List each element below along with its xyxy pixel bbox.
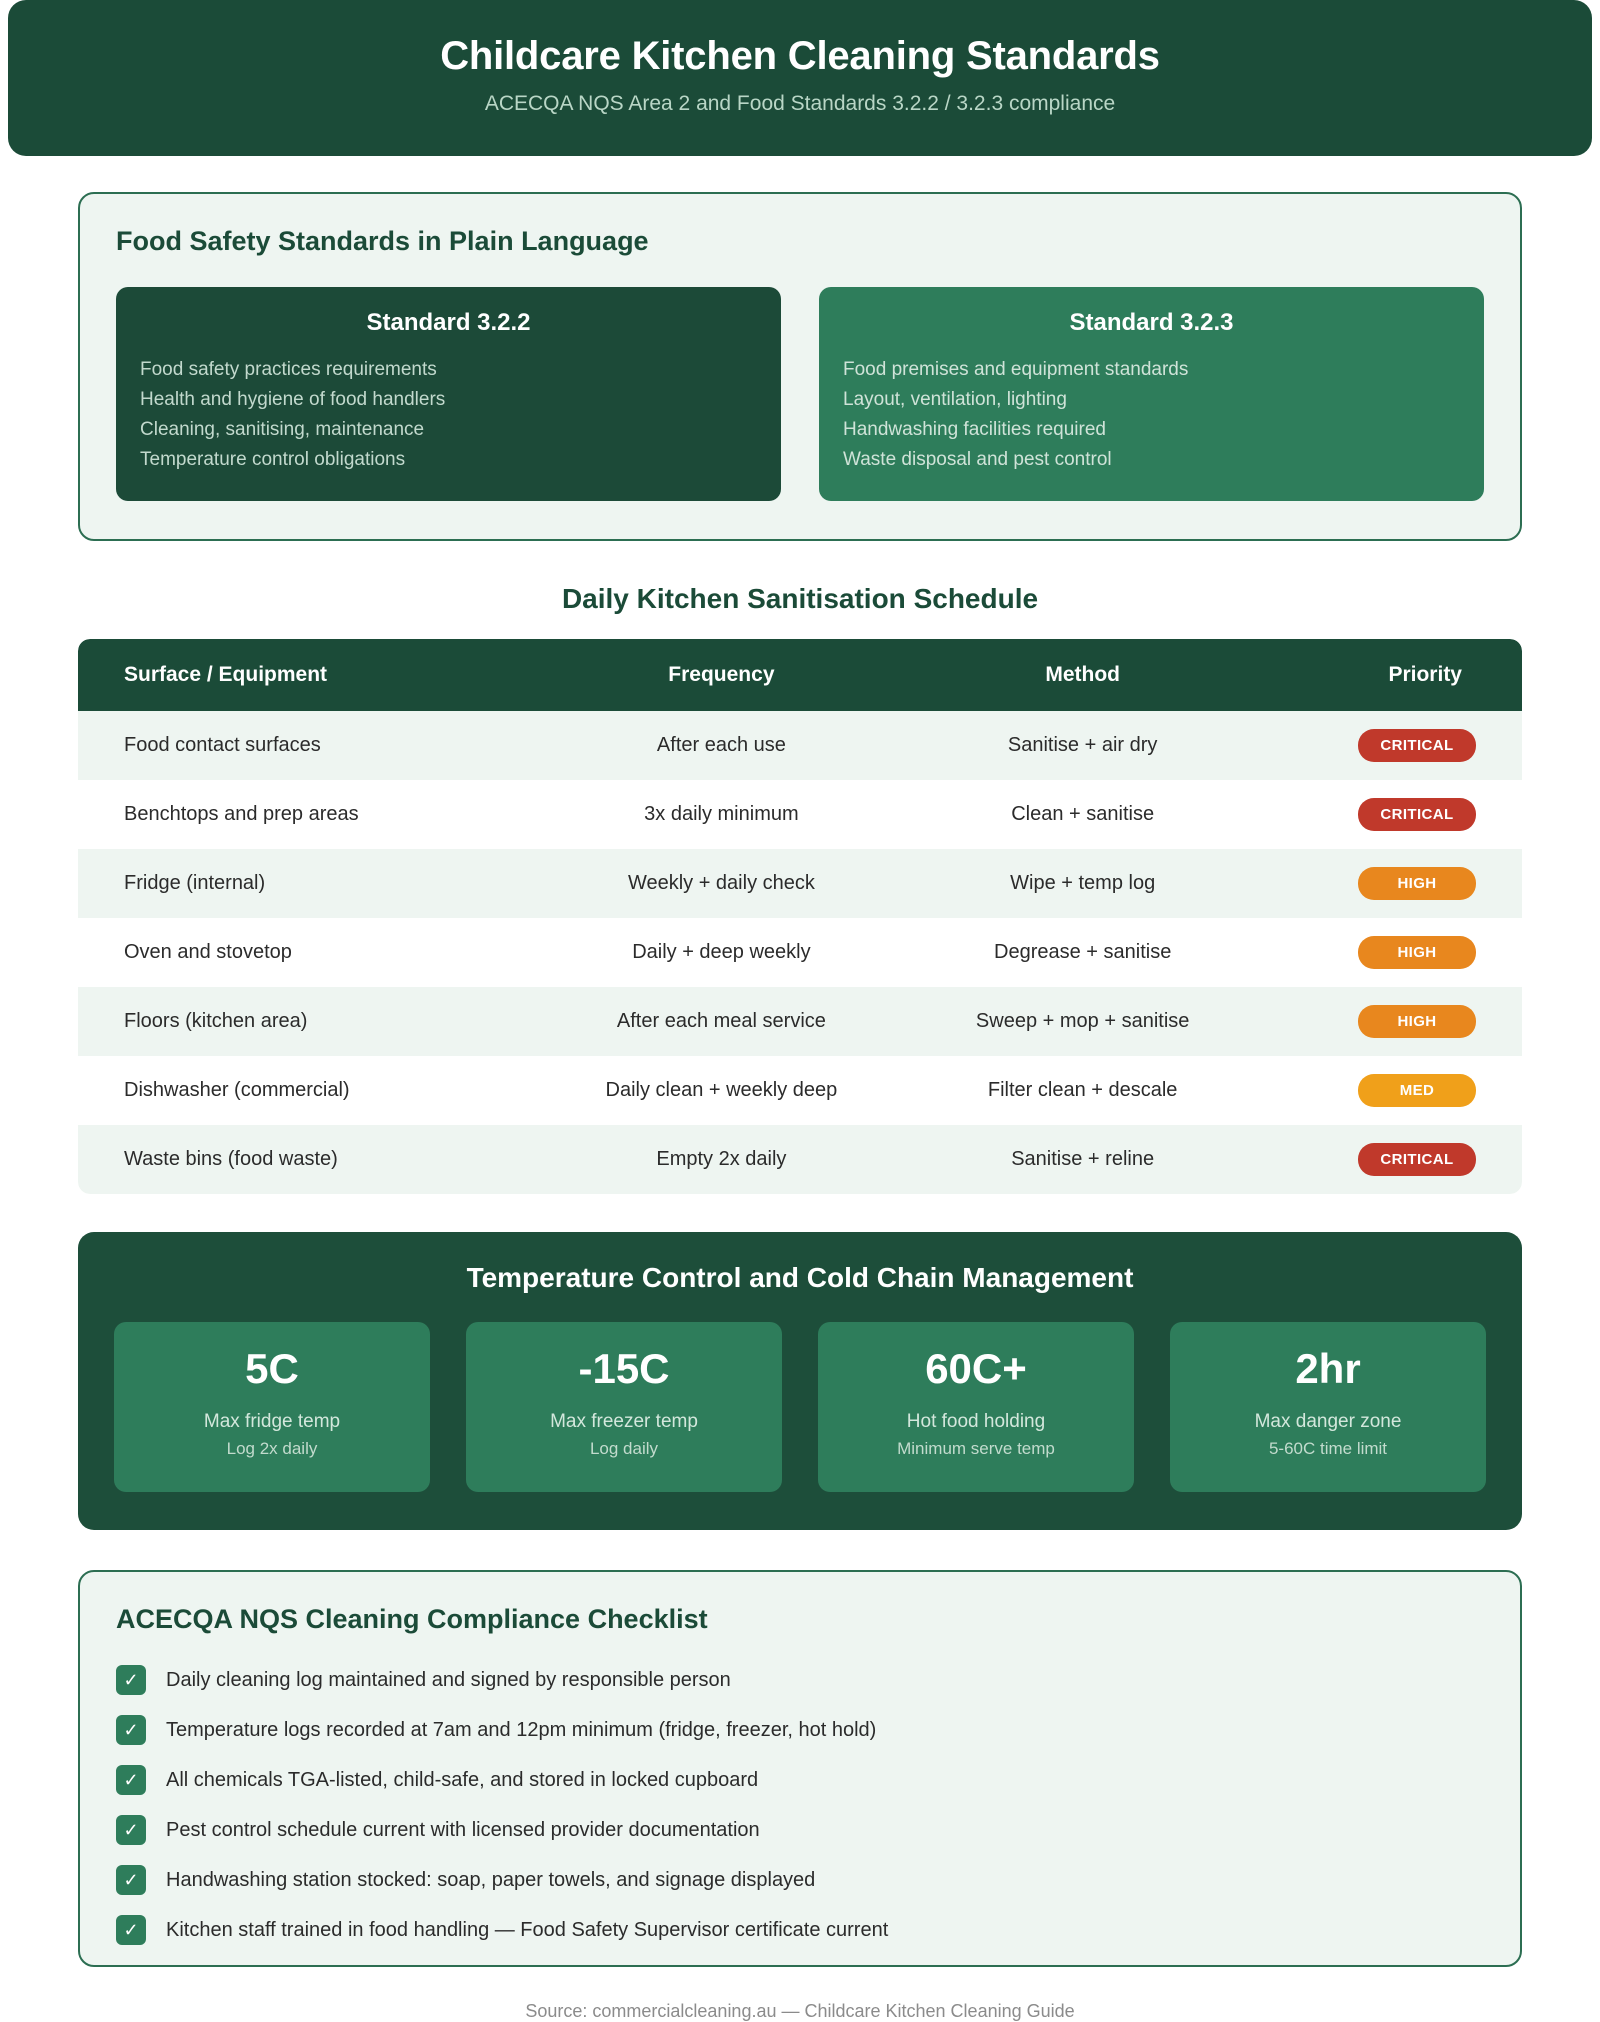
cell-surface: Dishwasher (commercial) [124, 1079, 350, 1101]
cell-priority [1256, 1125, 1522, 1194]
cell-frequency: 3x daily minimum [644, 803, 799, 825]
status-badge: MED [1358, 1074, 1476, 1107]
sanitisation-schedule-table [78, 639, 1522, 1194]
checklist-items [116, 1665, 1484, 1945]
cell-method: Sweep + mop + sanitise [975, 1010, 1190, 1032]
cell-frequency: Weekly + daily check [627, 872, 815, 894]
cell-surface: Waste bins (food waste) [124, 1148, 338, 1170]
list-item: Waste disposal and pest control [843, 449, 1112, 470]
check-icon[interactable]: ✓ [116, 1715, 146, 1745]
cell-method: Sanitise + reline [1011, 1148, 1155, 1170]
cell-frequency: After each use [656, 734, 786, 756]
standards-heading: Food Safety Standards in Plain Language [116, 226, 649, 256]
checklist-item-label: Pest control schedule current with licensed provider documentation [166, 1818, 760, 1841]
list-item: Layout, ventilation, lighting [843, 389, 1067, 410]
status-badge: HIGH [1358, 867, 1476, 900]
table-header-row [78, 639, 1522, 711]
cell-frequency: Empty 2x daily [656, 1148, 787, 1170]
checklist-item-label: All chemicals TGA-listed, child-safe, and stored in locked cupboard [166, 1768, 759, 1791]
checklist-item[interactable] [116, 1865, 1484, 1895]
temperature-label: Max fridge temp [203, 1411, 341, 1432]
temperature-value: 60C+ [925, 1345, 1027, 1392]
checklist-item[interactable] [116, 1915, 1484, 1945]
checklist-item[interactable] [116, 1765, 1484, 1795]
checklist-heading: ACECQA NQS Cleaning Compliance Checklist [116, 1604, 708, 1634]
checklist-item-label: Daily cleaning log maintained and signed by responsible person [166, 1668, 731, 1691]
cell-surface: Food contact surfaces [124, 734, 321, 756]
cell-method: Wipe + temp log [1010, 872, 1156, 894]
table-row [78, 1125, 1522, 1194]
cell-frequency: Daily clean + weekly deep [605, 1079, 838, 1101]
status-badge: HIGH [1358, 1005, 1476, 1038]
checklist-section [78, 1570, 1522, 1967]
temperature-label: Hot food holding [906, 1411, 1046, 1432]
temperature-sublabel: Log daily [589, 1439, 659, 1458]
cell-method: Filter clean + descale [987, 1079, 1178, 1101]
table-row [78, 918, 1522, 987]
status-badge: CRITICAL [1358, 1143, 1476, 1176]
check-icon[interactable]: ✓ [116, 1865, 146, 1895]
cell-priority [1256, 1056, 1522, 1125]
cell-priority [1256, 711, 1522, 780]
checklist-item[interactable] [116, 1815, 1484, 1845]
standard-card-list [843, 355, 1460, 475]
check-icon[interactable]: ✓ [116, 1765, 146, 1795]
list-item: Health and hygiene of food handlers [140, 389, 446, 410]
page-header [8, 0, 1592, 156]
checklist-item-label: Temperature logs recorded at 7am and 12pm minimum (fridge, freezer, hot hold) [166, 1718, 877, 1741]
standard-card-list [140, 355, 757, 475]
table-row [78, 849, 1522, 918]
column-header-method: Method [909, 639, 1255, 711]
list-item: Cleaning, sanitising, maintenance [140, 419, 425, 440]
check-icon[interactable]: ✓ [116, 1665, 146, 1695]
cell-surface: Oven and stovetop [124, 941, 292, 963]
standard-card-title: Standard 3.2.3 [1069, 309, 1234, 336]
temperature-label: Max freezer temp [550, 1411, 698, 1432]
table-header [78, 639, 1522, 711]
status-badge: HIGH [1358, 936, 1476, 969]
cell-priority [1256, 780, 1522, 849]
status-badge: CRITICAL [1358, 729, 1476, 762]
standard-card-323 [819, 287, 1484, 501]
check-icon[interactable]: ✓ [116, 1915, 146, 1945]
status-badge: CRITICAL [1358, 798, 1476, 831]
list-item: Temperature control obligations [140, 449, 406, 470]
cell-priority [1256, 849, 1522, 918]
cell-frequency: After each meal service [616, 1010, 826, 1032]
standard-card-title: Standard 3.2.2 [366, 309, 531, 336]
temperature-sublabel: Minimum serve temp [897, 1439, 1055, 1458]
temperature-panel [78, 1232, 1522, 1530]
temperature-grid [114, 1322, 1486, 1492]
standards-grid [116, 287, 1484, 501]
cell-surface: Benchtops and prep areas [124, 803, 359, 825]
checklist-item[interactable] [116, 1715, 1484, 1745]
list-item: Handwashing facilities required [843, 419, 1106, 440]
cell-surface: Fridge (internal) [124, 872, 266, 894]
temperature-sublabel: 5-60C time limit [1268, 1439, 1388, 1458]
table-row [78, 1056, 1522, 1125]
cell-surface: Floors (kitchen area) [124, 1010, 308, 1032]
schedule-heading: Daily Kitchen Sanitisation Schedule [561, 583, 1039, 614]
column-header-priority: Priority [1256, 639, 1522, 711]
cell-method: Degrease + sanitise [994, 941, 1172, 963]
temperature-tile [818, 1322, 1134, 1492]
table-row [78, 780, 1522, 849]
temperature-sublabel: Log 2x daily [226, 1439, 318, 1458]
standard-card-322 [116, 287, 781, 501]
table-row [78, 711, 1522, 780]
temperature-value: 5C [245, 1345, 299, 1392]
temperature-tile [1170, 1322, 1486, 1492]
table-body [78, 711, 1522, 1194]
cell-method: Sanitise + air dry [1007, 734, 1158, 756]
temperature-tile [114, 1322, 430, 1492]
temperature-heading: Temperature Control and Cold Chain Management [466, 1262, 1134, 1293]
footer-source: Source: commercialcleaning.au — Childcare Kitchen Cleaning Guide [525, 2001, 1075, 2021]
column-header-surface: Surface / Equipment [78, 639, 533, 711]
list-item: Food safety practices requirements [140, 359, 437, 380]
cell-frequency: Daily + deep weekly [632, 941, 811, 963]
checklist-item[interactable] [116, 1665, 1484, 1695]
checklist-item-label: Kitchen staff trained in food handling — Food Safety Supervisor certificate current [166, 1918, 889, 1941]
cell-priority [1256, 987, 1522, 1056]
table-row [78, 987, 1522, 1056]
standards-section [78, 192, 1522, 541]
check-icon[interactable]: ✓ [116, 1815, 146, 1845]
column-header-frequency: Frequency [533, 639, 909, 711]
checklist-item-label: Handwashing station stocked: soap, paper towels, and signage displayed [166, 1868, 816, 1891]
page-title: Childcare Kitchen Cleaning Standards [440, 34, 1160, 78]
cell-priority [1256, 918, 1522, 987]
temperature-value: 2hr [1295, 1345, 1361, 1392]
cell-method: Clean + sanitise [1011, 803, 1155, 825]
temperature-value: -15C [578, 1345, 670, 1392]
temperature-label: Max danger zone [1254, 1411, 1402, 1432]
page-subtitle: ACECQA NQS Area 2 and Food Standards 3.2.2 / 3.2.3 compliance [484, 92, 1116, 115]
temperature-tile [466, 1322, 782, 1492]
list-item: Food premises and equipment standards [843, 359, 1189, 380]
